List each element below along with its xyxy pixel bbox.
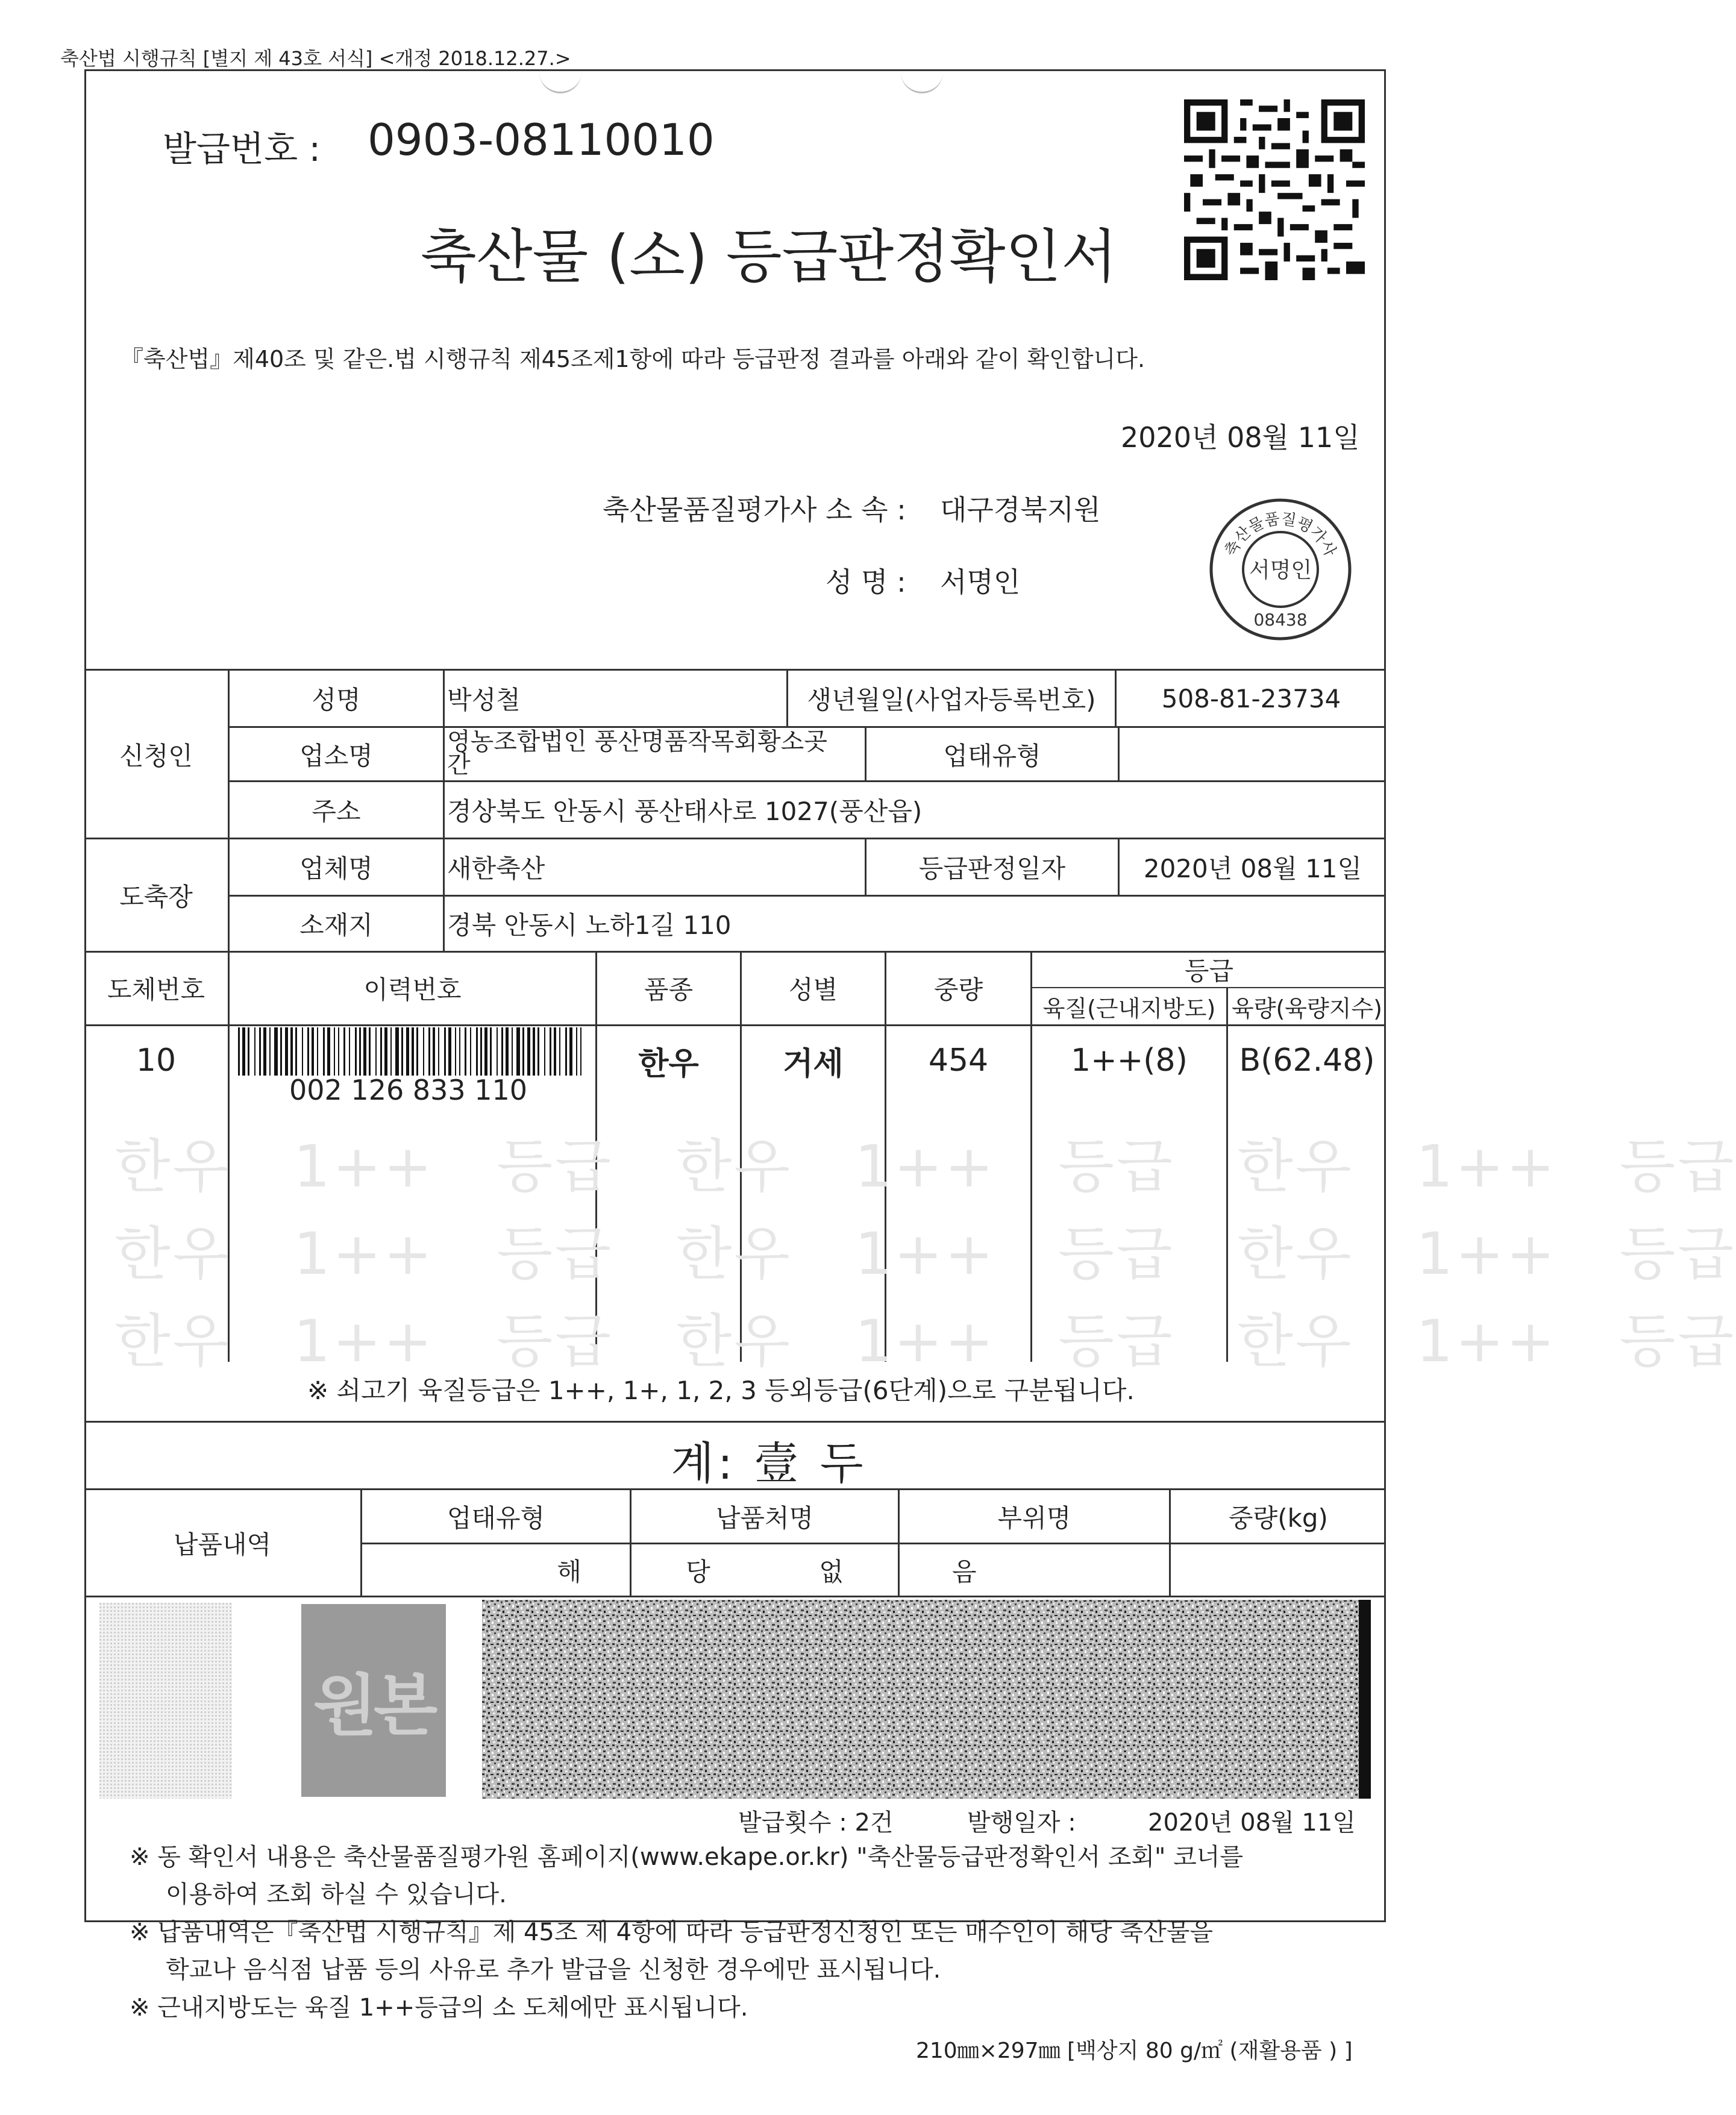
seal-center-text: 서명인 <box>1249 558 1312 583</box>
table-divider <box>84 1421 1386 1423</box>
row-quality-grade: 1++(8) <box>1071 1042 1188 1079</box>
biz-type-label: 업태유형 <box>943 741 1041 771</box>
table-divider <box>84 1024 1386 1026</box>
footnote-2: ※ 납품내역은『축산법 시행규칙』제 45조 제 4항에 따라 등급판정신청인 또는 매수인이 해당 축산물을 <box>130 1919 1214 1946</box>
company-label: 업체명 <box>299 854 373 883</box>
seal-arc-text: 축산물품질평가사 <box>1221 510 1340 560</box>
delivery-header-weight: 중량(kg) <box>1229 1503 1328 1533</box>
table-divider <box>443 669 445 952</box>
row-weight: 454 <box>928 1042 989 1079</box>
issue-count: 발급횟수 : 2건 <box>738 1809 894 1837</box>
header-sex: 성별 <box>788 975 838 1004</box>
inspector-org-value: 대구경북지원 <box>940 494 1101 526</box>
form-reference-note: 축산법 시행규칙 [별지 제 43호 서식] <개정 2018.12.27.> <box>60 47 571 70</box>
issue-number: 0903-08110010 <box>368 114 715 165</box>
header-weight: 중량 <box>933 975 983 1004</box>
watermark-line-3: 한우 1++ 등급 한우 1++ 등급 한우 1++ 등급 <box>114 1308 1736 1375</box>
inspector-name-value: 서명인 <box>940 566 1021 598</box>
address-label: 주소 <box>312 797 361 826</box>
header-yield-grade: 육량(육량지수) <box>1232 995 1382 1022</box>
security-noise-pattern <box>482 1600 1371 1799</box>
location-label: 소재지 <box>299 910 373 940</box>
footnote-3: ※ 근내지방도는 육질 1++등급의 소 도체에만 표시됩니다. <box>130 1994 748 2022</box>
document-title: 축산물 (소) 등급판정확인서 <box>420 223 1118 290</box>
row-sex: 거세 <box>783 1045 844 1082</box>
delivery-value-row <box>631 1544 898 1596</box>
issue-date: 2020년 08월 11일 <box>1121 421 1360 454</box>
business-name-line1: 영농조합법인 풍산명품작목회황소곳 <box>447 728 827 756</box>
publish-date-value: 2020년 08월 11일 <box>1148 1809 1356 1837</box>
barcode-icon <box>238 1027 584 1076</box>
applicant-birth-value: 508-81-23734 <box>1161 683 1341 713</box>
row-carcass-no: 10 <box>136 1042 177 1079</box>
grading-date-label: 등급판정일자 <box>918 854 1066 883</box>
issue-number-label: 발급번호 : <box>163 128 321 169</box>
original-stamp-text: 원본 <box>313 1667 434 1744</box>
location-value: 경북 안동시 노하1길 110 <box>447 910 732 940</box>
table-divider <box>84 1596 1386 1597</box>
delivery-header-recipient: 납품처명 <box>715 1503 814 1533</box>
applicant-section-label: 신청인 <box>119 741 193 771</box>
business-name-line2: 간 <box>447 751 471 779</box>
footnote-2-cont: 학교나 음식점 납품 등의 사유로 추가 발급을 신청한 경우에만 표시됩니다. <box>166 1956 941 1984</box>
header-carcass-no: 도체번호 <box>107 975 205 1004</box>
inspector-name-label: 성 명 : <box>826 566 906 598</box>
legal-basis-text: 『축산법』제40조 및 같은.법 시행규칙 제45조제1항에 따라 등급판정 결과를 아래와 같이 확인합니다. <box>121 346 1145 372</box>
business-name-label: 업소명 <box>299 741 373 771</box>
inspector-seal <box>1205 494 1356 645</box>
delivery-value-4: 음 <box>952 1556 977 1587</box>
header-quality-grade: 육질(근내지방도) <box>1042 995 1216 1022</box>
footnote-1: ※ 동 확인서 내용은 축산물품질평가원 홈페이지(www.ekape.or.kr) "축산물등급판정확인서 조회" 코너를 <box>130 1843 1244 1871</box>
svg-text:축산물품질평가사 <box>1221 510 1339 559</box>
applicant-name-label: 성명 <box>312 685 361 715</box>
address-value: 경상북도 안동시 풍산태사로 1027(풍산읍) <box>447 797 923 826</box>
delivery-value-3: 없 <box>819 1556 844 1587</box>
delivery-value-1: 해 <box>557 1556 581 1587</box>
grade-note: ※ 쇠고기 육질등급은 1++, 1+, 1, 2, 3 등외등급(6단계)으로 구분됩니다. <box>307 1376 1135 1405</box>
business-name-value <box>447 728 863 780</box>
delivery-header-biz-type: 업태유형 <box>447 1503 545 1533</box>
row-breed: 한우 <box>638 1045 699 1082</box>
header-grade: 등급 <box>1184 956 1234 986</box>
company-value: 새한축산 <box>447 854 545 883</box>
delivery-value-2: 당 <box>686 1556 710 1587</box>
watermark-line-2: 한우 1++ 등급 한우 1++ 등급 한우 1++ 등급 <box>114 1220 1736 1288</box>
delivery-header-part: 부위명 <box>997 1503 1071 1533</box>
biz-type-value <box>1120 728 1386 780</box>
applicant-birth-label: 생년월일(사업자등록번호) <box>807 685 1096 715</box>
row-yield-grade: B(62.48) <box>1239 1042 1375 1079</box>
paper-spec: 210㎜×297㎜ [백상지 80 g/㎡ (재활용품 ) ] <box>916 2038 1353 2063</box>
header-breed: 품종 <box>644 975 694 1004</box>
row-trace-no: 002 126 833 110 <box>289 1074 528 1106</box>
footnote-1-cont: 이용하여 조회 하실 수 있습니다. <box>166 1881 507 1908</box>
grading-date-value: 2020년 08월 11일 <box>1143 854 1362 883</box>
delivery-section-label: 납품내역 <box>173 1529 272 1559</box>
original-stamp <box>301 1604 446 1797</box>
total-count: 계: 壹 두 <box>671 1438 867 1490</box>
slaughterhouse-section-label: 도축장 <box>119 882 193 912</box>
publish-date-label: 발행일자 : <box>967 1809 1076 1837</box>
security-pattern-left <box>99 1603 232 1799</box>
applicant-name-value: 박성철 <box>447 685 521 715</box>
header-trace-no: 이력번호 <box>363 975 462 1004</box>
seal-number: 08438 <box>1253 610 1308 630</box>
watermark-line-1: 한우 1++ 등급 한우 1++ 등급 한우 1++ 등급 <box>114 1133 1736 1200</box>
inspector-org-label: 축산물품질평가사 소 속 : <box>603 494 906 526</box>
